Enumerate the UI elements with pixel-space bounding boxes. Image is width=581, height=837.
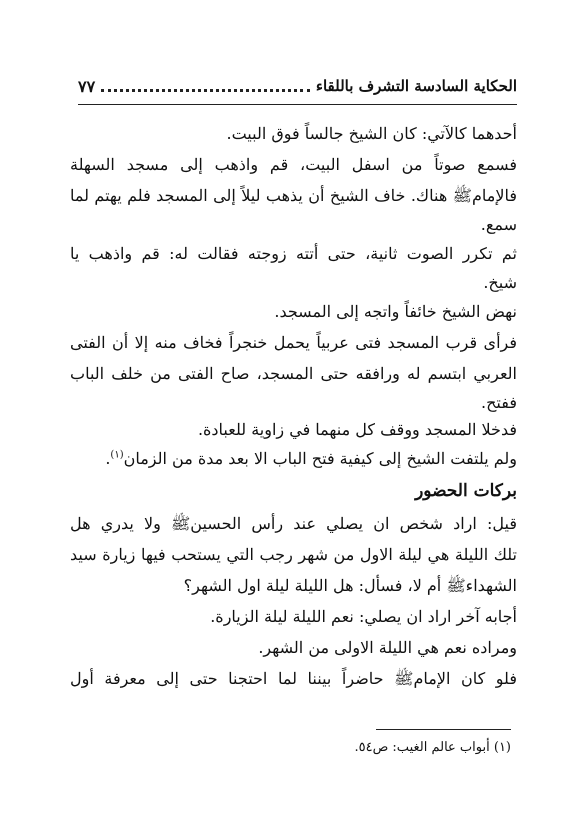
page-number: ٧٧ xyxy=(78,76,96,96)
text-line: فلو كان الإمامﷺ حاضراً بيننا لما احتجنا حتى إلى معرفة أول xyxy=(70,669,517,688)
header-leader-dots xyxy=(101,89,310,92)
text-line-content: ولم يلتفت الشيخ إلى كيفية فتح الباب الا بعد مدة من الزمان xyxy=(123,449,517,468)
text-line: سمع. xyxy=(480,215,517,234)
text-line: الشهداءﷺ أم لا، فسأل: هل الليلة ليلة اول الشهر؟ xyxy=(183,576,517,595)
text-line: شيخ. xyxy=(483,273,517,292)
footnote-divider xyxy=(376,729,511,730)
text-line: فالإمامﷺ هناك. خاف الشيخ أن يذهب ليلاً إلى المسجد فلم يهتم لما xyxy=(70,186,517,205)
text-line: ثم تكرر الصوت ثانية، حتى أتته زوجته فقالت له: قم واذهب يا xyxy=(70,244,517,263)
chapter-title: الحكاية السادسة التشرف باللقاء xyxy=(315,77,517,95)
text-line: ومراده نعم هي الليلة الاولى من الشهر. xyxy=(258,638,517,657)
running-header xyxy=(78,72,517,100)
text-line: فرأى قرب المسجد فتى عربياً يحمل خنجراً فخاف منه إلا أن الفتى xyxy=(70,333,517,352)
text-line: قيل: اراد شخص ان يصلي عند رأس الحسينﷺ ولا يدري هل xyxy=(70,514,517,533)
text-line: أجابه آخر اراد ان يصلي: نعم الليلة ليلة الزيارة. xyxy=(210,607,517,626)
text-line: أحدهما كالآتي: كان الشيخ جالساً فوق البيت. xyxy=(226,124,517,143)
text-line: فدخلا المسجد ووقف كل منهما في زاوية للعبادة. xyxy=(197,420,517,439)
section-heading: بركات الحضور xyxy=(415,481,517,501)
text-line: فسمع صوتاً من اسفل البيت، قم واذهب إلى مسجد السهلة xyxy=(70,155,517,174)
footnote-reference: (١) xyxy=(110,449,124,461)
text-line xyxy=(70,443,517,474)
text-line: تلك الليلة هي ليلة الاول من شهر رجب التي يستحب فيها زيارة سيد xyxy=(70,545,517,564)
text-line: نهض الشيخ خائفاً واتجه إلى المسجد. xyxy=(274,302,517,321)
text-line: العربي ابتسم له ورافقه حتى المسجد، صاح الفتى من خلف الباب xyxy=(70,364,517,383)
footnote: (١) أبواب عالم الغيب: ص٥٤. xyxy=(354,740,511,755)
period: . xyxy=(105,449,111,468)
header-divider xyxy=(78,104,517,105)
body-text xyxy=(70,118,517,694)
text-line: ففتح. xyxy=(481,393,517,412)
